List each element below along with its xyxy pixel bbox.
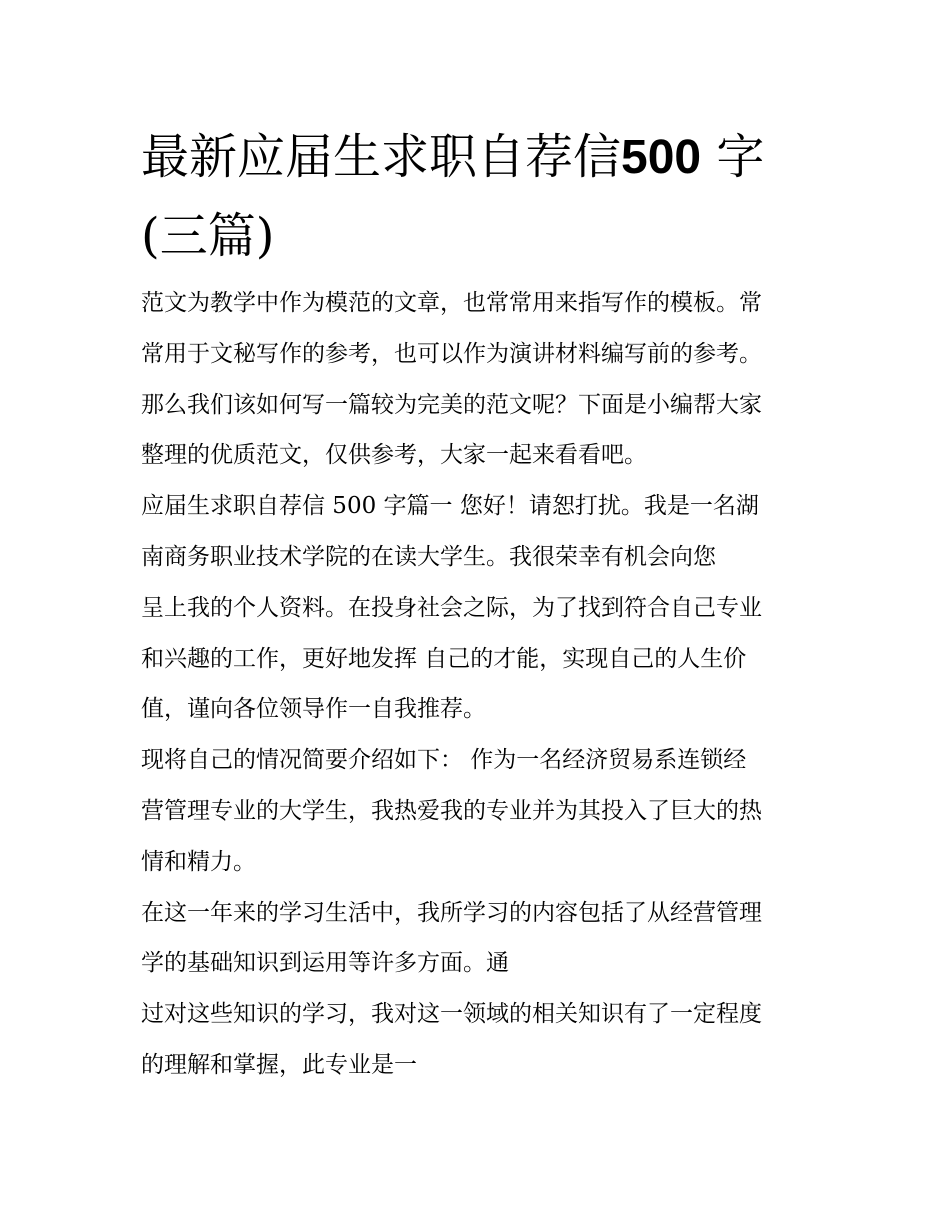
body-line: 值，谨向各位领导作一自我推荐。 [141, 696, 486, 723]
body-line: 呈上我的个人资料。在投身社会之际，为了找到符合自己专业 [141, 594, 762, 621]
body-line: 现将自己的情况简要介绍如下： 作为一名经济贸易系连锁经 [141, 747, 747, 774]
body-line: 那么我们该如何写一篇较为完美的范文呢？下面是小编帮大家 [141, 391, 762, 418]
body-line: 的理解和掌握，此专业是一 [141, 1051, 417, 1078]
title-line-2: (三篇) [141, 208, 275, 264]
body-line: 常用于文秘写作的参考，也可以作为演讲材料编写前的参考。 [141, 340, 762, 367]
body-line: 过对这些知识的学习，我对这一领域的相关知识有了一定程度 [141, 1001, 762, 1028]
title-text-prefix: 最新应届生求职自荐信 [141, 129, 622, 185]
title-number: 500 [621, 131, 702, 184]
document-title [141, 118, 821, 275]
body-line: 营管理专业的大学生，我热爱我的专业并为其投入了巨大的热 [141, 797, 762, 824]
title-text-suffix: 字 [716, 129, 765, 185]
body-line: 范文为教学中作为模范的文章，也常常用来指写作的模板。常 [141, 290, 762, 316]
body-line: 情和精力。 [141, 848, 256, 875]
body-line: 整理的优质范文，仅供参考，大家一起来看看吧。 [141, 442, 647, 469]
body-line: 南商务职业技术学院的在读大学生。我很荣幸有机会向您 [141, 543, 716, 570]
title-line-1 [141, 129, 764, 185]
body-line: 应届生求职自荐信 500 字篇一 您好！请恕打扰。我是一名湖 [141, 493, 759, 520]
body-line: 和兴趣的工作，更好地发挥 自己的才能，实现自己的人生价 [141, 645, 747, 672]
body-line: 学的基础知识到运用等许多方面。通 [141, 950, 509, 977]
body-line: 在这一年来的学习生活中，我所学习的内容包括了从经营管理 [141, 899, 762, 926]
document-body [141, 278, 831, 1091]
